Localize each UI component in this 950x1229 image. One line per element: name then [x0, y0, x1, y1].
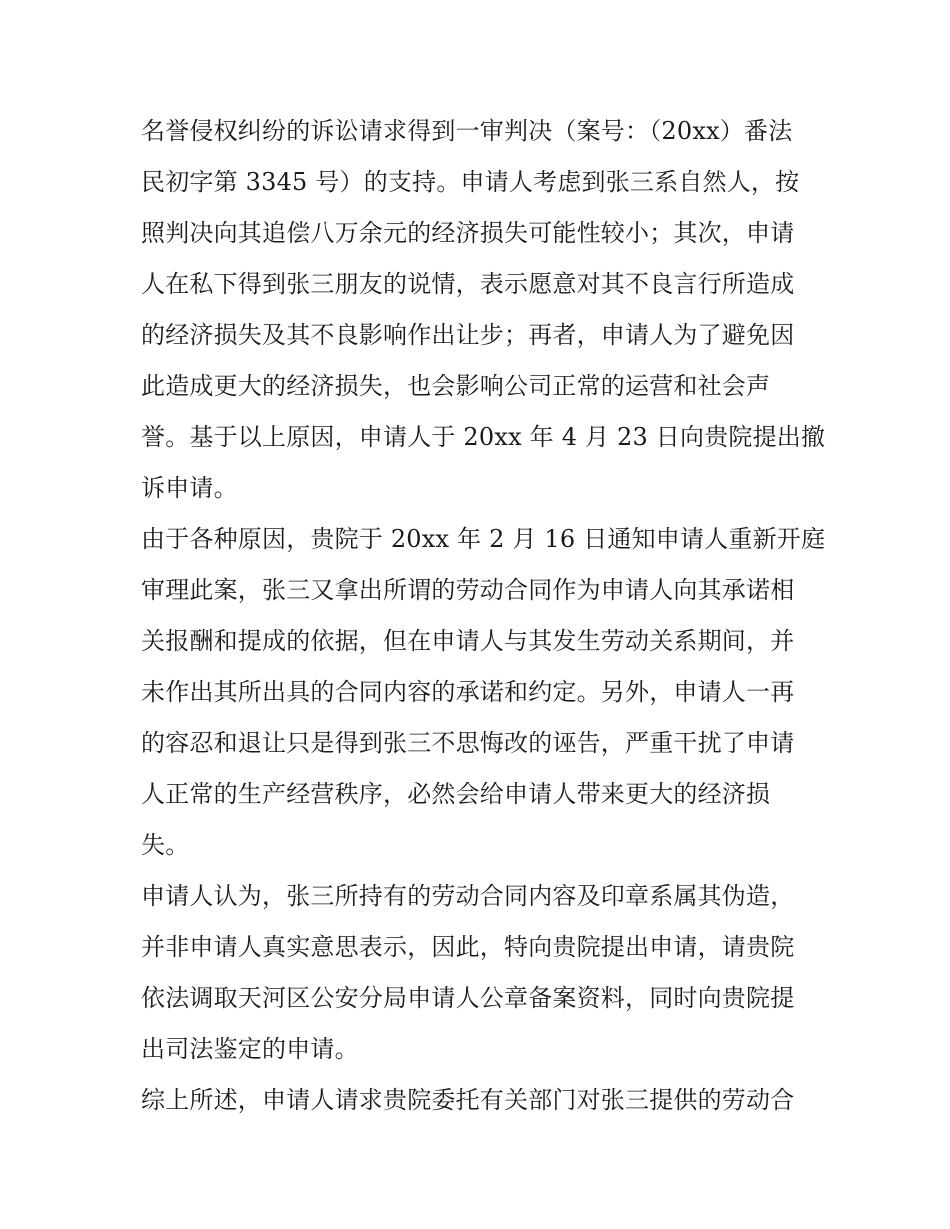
text-line: 人在私下得到张三朋友的说情，表示愿意对其不良言行所造成 [141, 270, 795, 298]
text-line: 名誉侵权纠纷的诉讼请求得到一审判决（案号：（20xx）番法 [141, 117, 793, 145]
text-line: 审理此案，张三又拿出所谓的劳动合同作为申请人向其承诺相 [141, 576, 795, 604]
text-line: 失。 [141, 831, 190, 859]
text-line: 并非申请人真实意思表示，因此，特向贵院提出申请，请贵院 [141, 933, 795, 961]
text-line: 关报酬和提成的依据，但在申请人与其发生劳动关系期间，并 [141, 627, 795, 655]
document-body [141, 106, 826, 1126]
text-line: 申请人认为，张三所持有的劳动合同内容及印章系属其伪造， [141, 882, 795, 910]
text-line: 由于各种原因，贵院于 20xx 年 2 月 16 日通知申请人重新开庭 [141, 525, 826, 553]
text-line: 依法调取天河区公安分局申请人公章备案资料，同时向贵院提 [141, 984, 795, 1012]
text-line: 的经济损失及其不良影响作出让步；再者，申请人为了避免因 [141, 321, 795, 349]
text-line: 诉申请。 [141, 474, 238, 502]
text-line: 综上所述，申请人请求贵院委托有关部门对张三提供的劳动合 [141, 1086, 795, 1114]
text-line: 誉。基于以上原因，申请人于 20xx 年 4 月 23 日向贵院提出撤 [141, 423, 826, 451]
text-line: 人正常的生产经营秩序，必然会给申请人带来更大的经济损 [141, 780, 771, 808]
text-line: 此造成更大的经济损失，也会影响公司正常的运营和社会声 [141, 372, 771, 400]
text-line: 的容忍和退让只是得到张三不思悔改的诬告，严重干扰了申请 [141, 729, 795, 757]
text-line: 照判决向其追偿八万余元的经济损失可能性较小；其次，申请 [141, 219, 795, 247]
text-line: 未作出其所出具的合同内容的承诺和约定。另外，申请人一再 [141, 678, 795, 706]
text-line: 出司法鉴定的申请。 [141, 1035, 359, 1063]
text-line: 民初字第 3345 号）的支持。申请人考虑到张三系自然人，按 [141, 168, 800, 196]
